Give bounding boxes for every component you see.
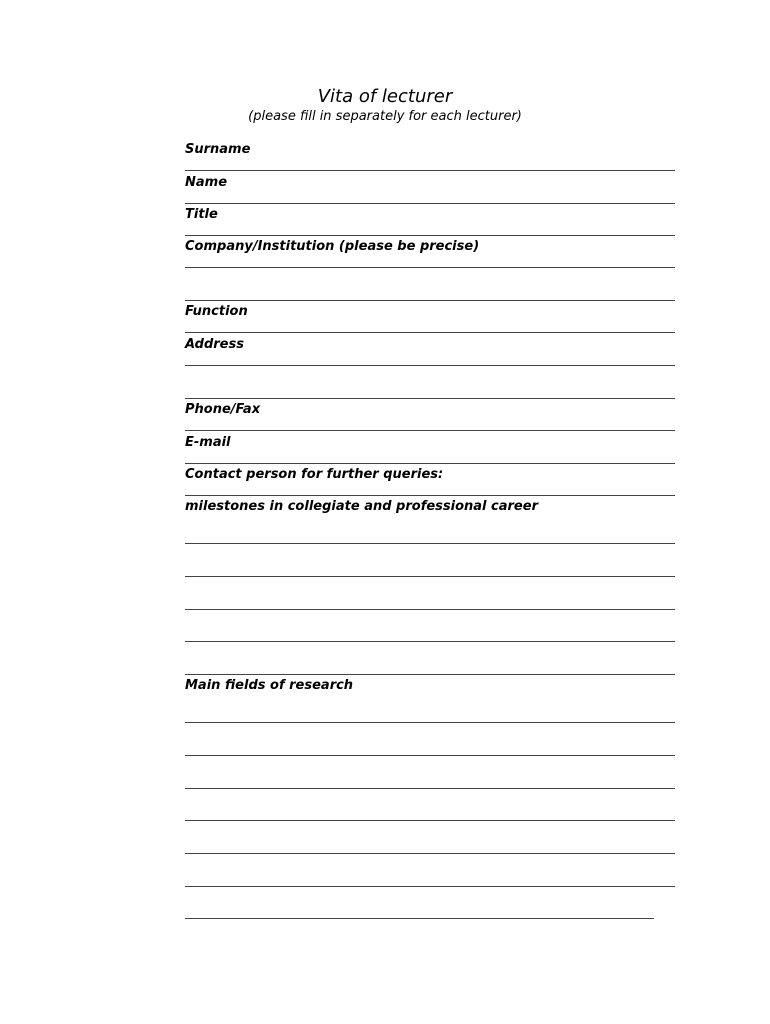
- research-line-3[interactable]: [185, 788, 675, 789]
- company-line-2[interactable]: [185, 300, 675, 301]
- contact-person-label: Contact person for further queries:: [185, 467, 444, 482]
- milestones-line-4[interactable]: [185, 641, 675, 642]
- research-line-1[interactable]: [185, 722, 675, 723]
- title-line[interactable]: [185, 235, 675, 236]
- function-label: Function: [185, 304, 248, 319]
- company-label: Company/Institution (please be precise): [185, 239, 480, 254]
- address-label: Address: [185, 337, 244, 352]
- research-line-6[interactable]: [185, 886, 675, 887]
- milestones-line-3[interactable]: [185, 609, 675, 610]
- milestones-line-5[interactable]: [185, 674, 675, 675]
- name-label: Name: [185, 175, 228, 190]
- surname-line[interactable]: [185, 170, 675, 171]
- milestones-line-2[interactable]: [185, 576, 675, 577]
- address-line-2[interactable]: [185, 398, 675, 399]
- email-label: E-mail: [185, 435, 231, 450]
- page-subtitle: (please fill in separately for each lecturer): [248, 109, 522, 124]
- phone-fax-label: Phone/Fax: [185, 402, 261, 417]
- milestones-label: milestones in collegiate and professional career: [185, 499, 538, 514]
- research-line-4[interactable]: [185, 820, 675, 821]
- surname-label: Surname: [185, 142, 251, 157]
- research-line-5[interactable]: [185, 853, 675, 854]
- research-line-2[interactable]: [185, 755, 675, 756]
- milestones-line-1[interactable]: [185, 543, 675, 544]
- name-line[interactable]: [185, 203, 675, 204]
- address-line-1[interactable]: [185, 365, 675, 366]
- contact-person-line[interactable]: [185, 495, 675, 496]
- page-title: Vita of lecturer: [317, 86, 453, 107]
- phone-fax-line[interactable]: [185, 430, 675, 431]
- function-line[interactable]: [185, 332, 675, 333]
- research-line-7[interactable]: [185, 918, 654, 919]
- title-label: Title: [185, 207, 218, 222]
- research-label: Main fields of research: [185, 678, 354, 693]
- email-line[interactable]: [185, 463, 675, 464]
- company-line-1[interactable]: [185, 267, 675, 268]
